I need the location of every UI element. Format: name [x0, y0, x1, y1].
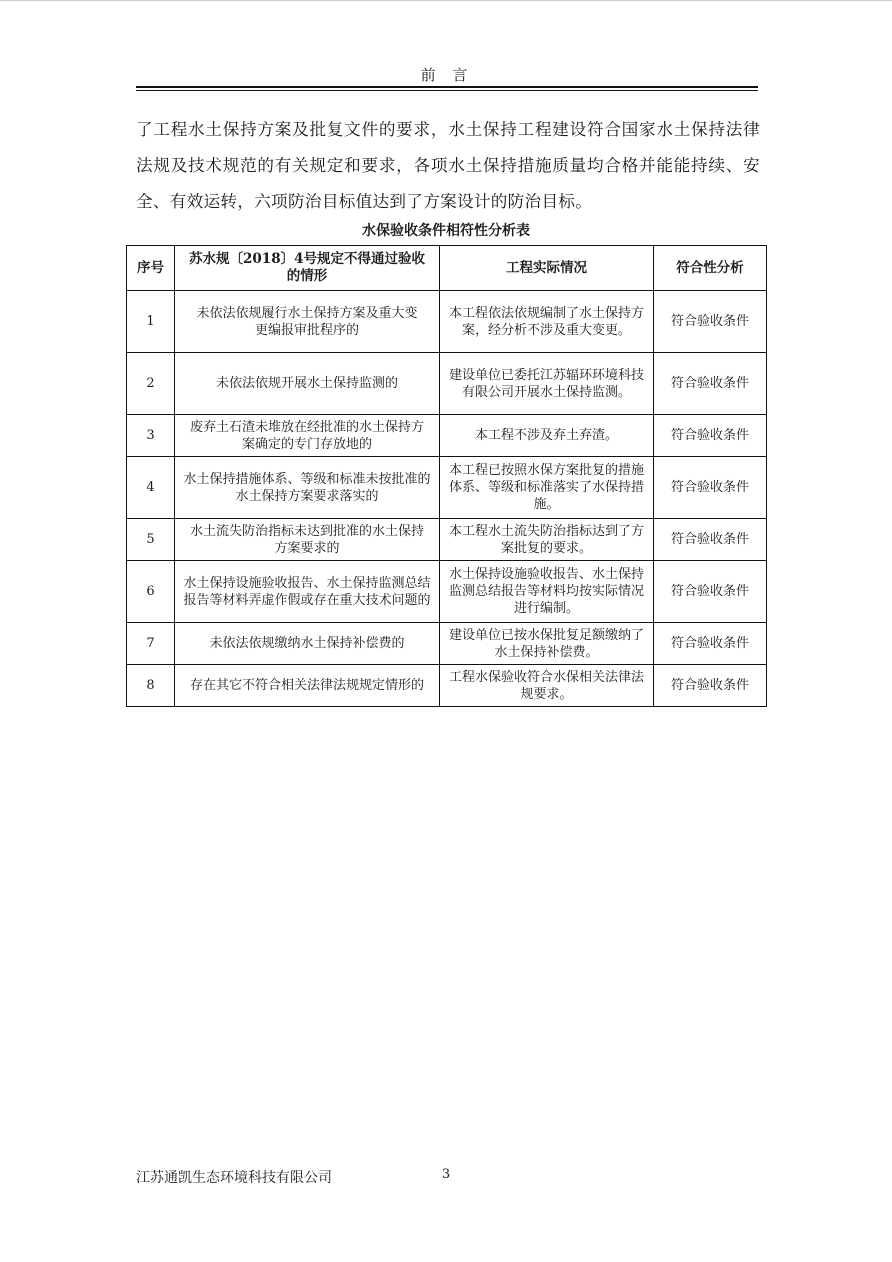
row-condition: 水土流失防治指标未达到批准的水土保持方案要求的: [175, 519, 440, 561]
row-condition: 水土保持设施验收报告、水土保持监测总结报告等材料弄虚作假或存在重大技术问题的: [175, 561, 440, 623]
row-number: 4: [127, 457, 175, 519]
row-actual: 本工程不涉及弃土弃渣。: [440, 415, 654, 457]
row-actual: 本工程水土流失防治指标达到了方案批复的要求。: [440, 519, 654, 561]
row-condition: 未依法依规缴纳水土保持补偿费的: [175, 623, 440, 665]
row-condition: 废弃土石渣未堆放在经批准的水土保持方案确定的专门存放地的: [175, 415, 440, 457]
table-row: [127, 415, 767, 457]
header-rule-thick: [136, 86, 758, 88]
row-actual: 工程水保验收符合水保相关法律法规要求。: [440, 665, 654, 707]
table-row: [127, 665, 767, 707]
row-actual: 本工程依法依规编制了水土保持方案，经分析不涉及重大变更。: [440, 291, 654, 353]
row-actual: 建设单位已按水保批复足额缴纳了水土保持补偿费。: [440, 623, 654, 665]
compliance-table: [126, 245, 767, 707]
row-condition: 存在其它不符合相关法律法规规定情形的: [175, 665, 440, 707]
row-condition: 未依法依规履行水土保持方案及重大变更编报审批程序的: [175, 291, 440, 353]
row-number: 2: [127, 353, 175, 415]
row-result: 符合验收条件: [654, 561, 767, 623]
row-result: 符合验收条件: [654, 353, 767, 415]
header-rule-thin: [136, 90, 758, 91]
row-result: 符合验收条件: [654, 665, 767, 707]
table-row: [127, 519, 767, 561]
table-row: [127, 353, 767, 415]
row-number: 6: [127, 561, 175, 623]
row-number: 3: [127, 415, 175, 457]
table-title: 水保验收条件相符性分析表: [362, 223, 530, 239]
header-number: 序号: [127, 246, 175, 291]
row-actual: 本工程已按照水保方案批复的措施体系、等级和标准落实了水保持措施。: [440, 457, 654, 519]
table-row: [127, 291, 767, 353]
row-condition: 未依法依规开展水土保持监测的: [175, 353, 440, 415]
row-result: 符合验收条件: [654, 291, 767, 353]
table-row: [127, 623, 767, 665]
row-actual: 建设单位已委托江苏辐环环境科技有限公司开展水土保持监测。: [440, 353, 654, 415]
page-header-title: 前 言: [420, 66, 474, 84]
row-number: 7: [127, 623, 175, 665]
header-actual: 工程实际情况: [440, 246, 654, 291]
row-result: 符合验收条件: [654, 457, 767, 519]
table-row: [127, 457, 767, 519]
table-header-row: [127, 246, 767, 291]
header-result: 符合性分析: [654, 246, 767, 291]
row-number: 5: [127, 519, 175, 561]
footer-company: 江苏通凯生态环境科技有限公司: [136, 1170, 332, 1186]
body-paragraph: 了工程水土保持方案及批复文件的要求，水土保持工程建设符合国家水土保持法律法规及技术规范的有关规定和要求，各项水土保持措施质量均合格并能能持续、安全、有效运转，六项防治目标值达到了方案设计的防治目标。: [136, 120, 760, 211]
page-top-edge: [0, 0, 892, 1]
row-result: 符合验收条件: [654, 415, 767, 457]
row-condition: 水土保持措施体系、等级和标准未按批准的水土保持方案要求落实的: [175, 457, 440, 519]
row-result: 符合验收条件: [654, 623, 767, 665]
page-number: 3: [441, 1167, 451, 1182]
table-row: [127, 561, 767, 623]
row-actual: 水土保持设施验收报告、水土保持监测总结报告等材料均按实际情况进行编制。: [440, 561, 654, 623]
header-condition: 苏水规〔2018〕4号规定不得通过验收的情形: [175, 246, 440, 291]
row-number: 8: [127, 665, 175, 707]
row-number: 1: [127, 291, 175, 353]
row-result: 符合验收条件: [654, 519, 767, 561]
